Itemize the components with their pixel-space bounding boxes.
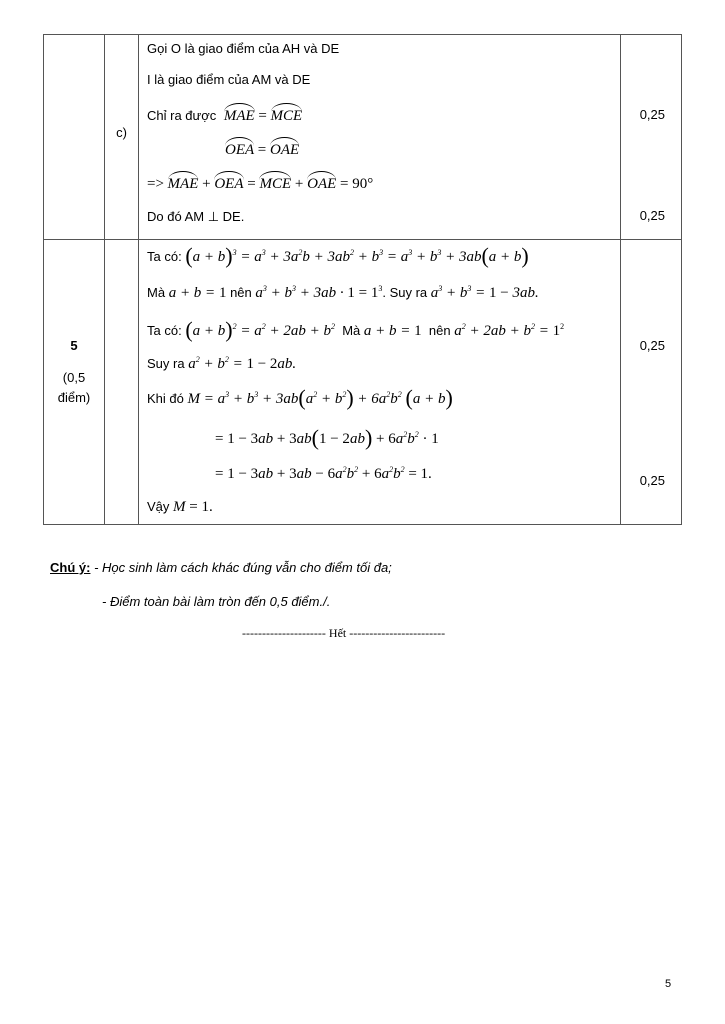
score-5-1: 0,25 [639, 338, 665, 353]
question-5-cell [44, 240, 105, 525]
line-implies-sum: => MAE + OEA = MCE + OAE = 90° [147, 176, 374, 192]
page-number: 5 [665, 978, 672, 990]
line-5-5: Khi đó $M = a^3 + b^3 + 3ab(a^2 + b^2) + 6a^2b^2$ (a + b) [147, 385, 453, 410]
score-cell-5 [621, 240, 682, 525]
sub-label-cell-5 [105, 240, 139, 525]
score-5-2: 0,25 [639, 473, 665, 488]
end-marker: --------------------- Hết ------------------------ [242, 626, 446, 640]
score-4c-2: 0,25 [639, 208, 665, 223]
question-5-points-unit: điểm) [57, 390, 91, 405]
line-5-2: Mà a + b = 1 nên $a^3 + b^3 + 3ab \cdot 1 = 1^3$. Suy ra $a^3 + b^3 = 1 - 3ab$. [147, 284, 539, 301]
question-5-number: 5 [70, 338, 78, 353]
sub-label-c: c) [116, 125, 127, 140]
answer-table [43, 34, 682, 525]
score-cell-4c [621, 35, 682, 240]
question-5-points: (0,5 [62, 370, 86, 385]
line-5-1: Ta có: $(a + b)^3 = a^3 + 3a^2b + 3ab^2 + b^3 = a^3 + b^3 + 3ab(a + b)$ [147, 243, 529, 268]
line-5-7: = $1 - 3ab + 3ab - 6a^2b^2 + 6a^2b^2 = 1$. [215, 465, 432, 482]
note-text-1: - Học sinh làm cách khác đúng vẫn cho điểm tối đa; [94, 560, 392, 575]
solution-cell-5 [139, 240, 621, 525]
line-oea-oae: OEA = OAE [225, 142, 300, 158]
note-line-2: - Điểm toàn bài làm tròn đến 0,5 điểm./. [102, 594, 331, 609]
line-5-3: Ta có: $(a + b)^2 = a^2 + 2ab + b^2$ Mà a + b = 1 nên $a^2 + 2ab + b^2 = 1^2$ [147, 317, 565, 342]
line-5-8: Vậy M = 1. [147, 499, 213, 515]
note-label: Chú ý: [50, 560, 91, 575]
line-5-6: = $1 - 3ab + 3ab(1 - 2ab) + 6a^2b^2 \cdot 1$ [215, 425, 439, 450]
line-do-do: Do đó AM ⊥ DE. [147, 209, 245, 224]
line-chi-ra: Chỉ ra được MAE = MCE [147, 108, 303, 124]
solution-cell-4c [139, 35, 621, 240]
sub-label-cell [105, 35, 139, 240]
line-i-giao-diem: I là giao điểm của AM và DE [147, 72, 311, 87]
line-5-4: Suy ra $a^2 + b^2 = 1 - 2ab$. [147, 355, 297, 372]
note-line-1 [50, 560, 392, 575]
score-4c-1: 0,25 [639, 107, 665, 122]
question-number-cell [44, 35, 105, 240]
line-goi-o: Gọi O là giao điểm của AH và DE [147, 41, 340, 56]
